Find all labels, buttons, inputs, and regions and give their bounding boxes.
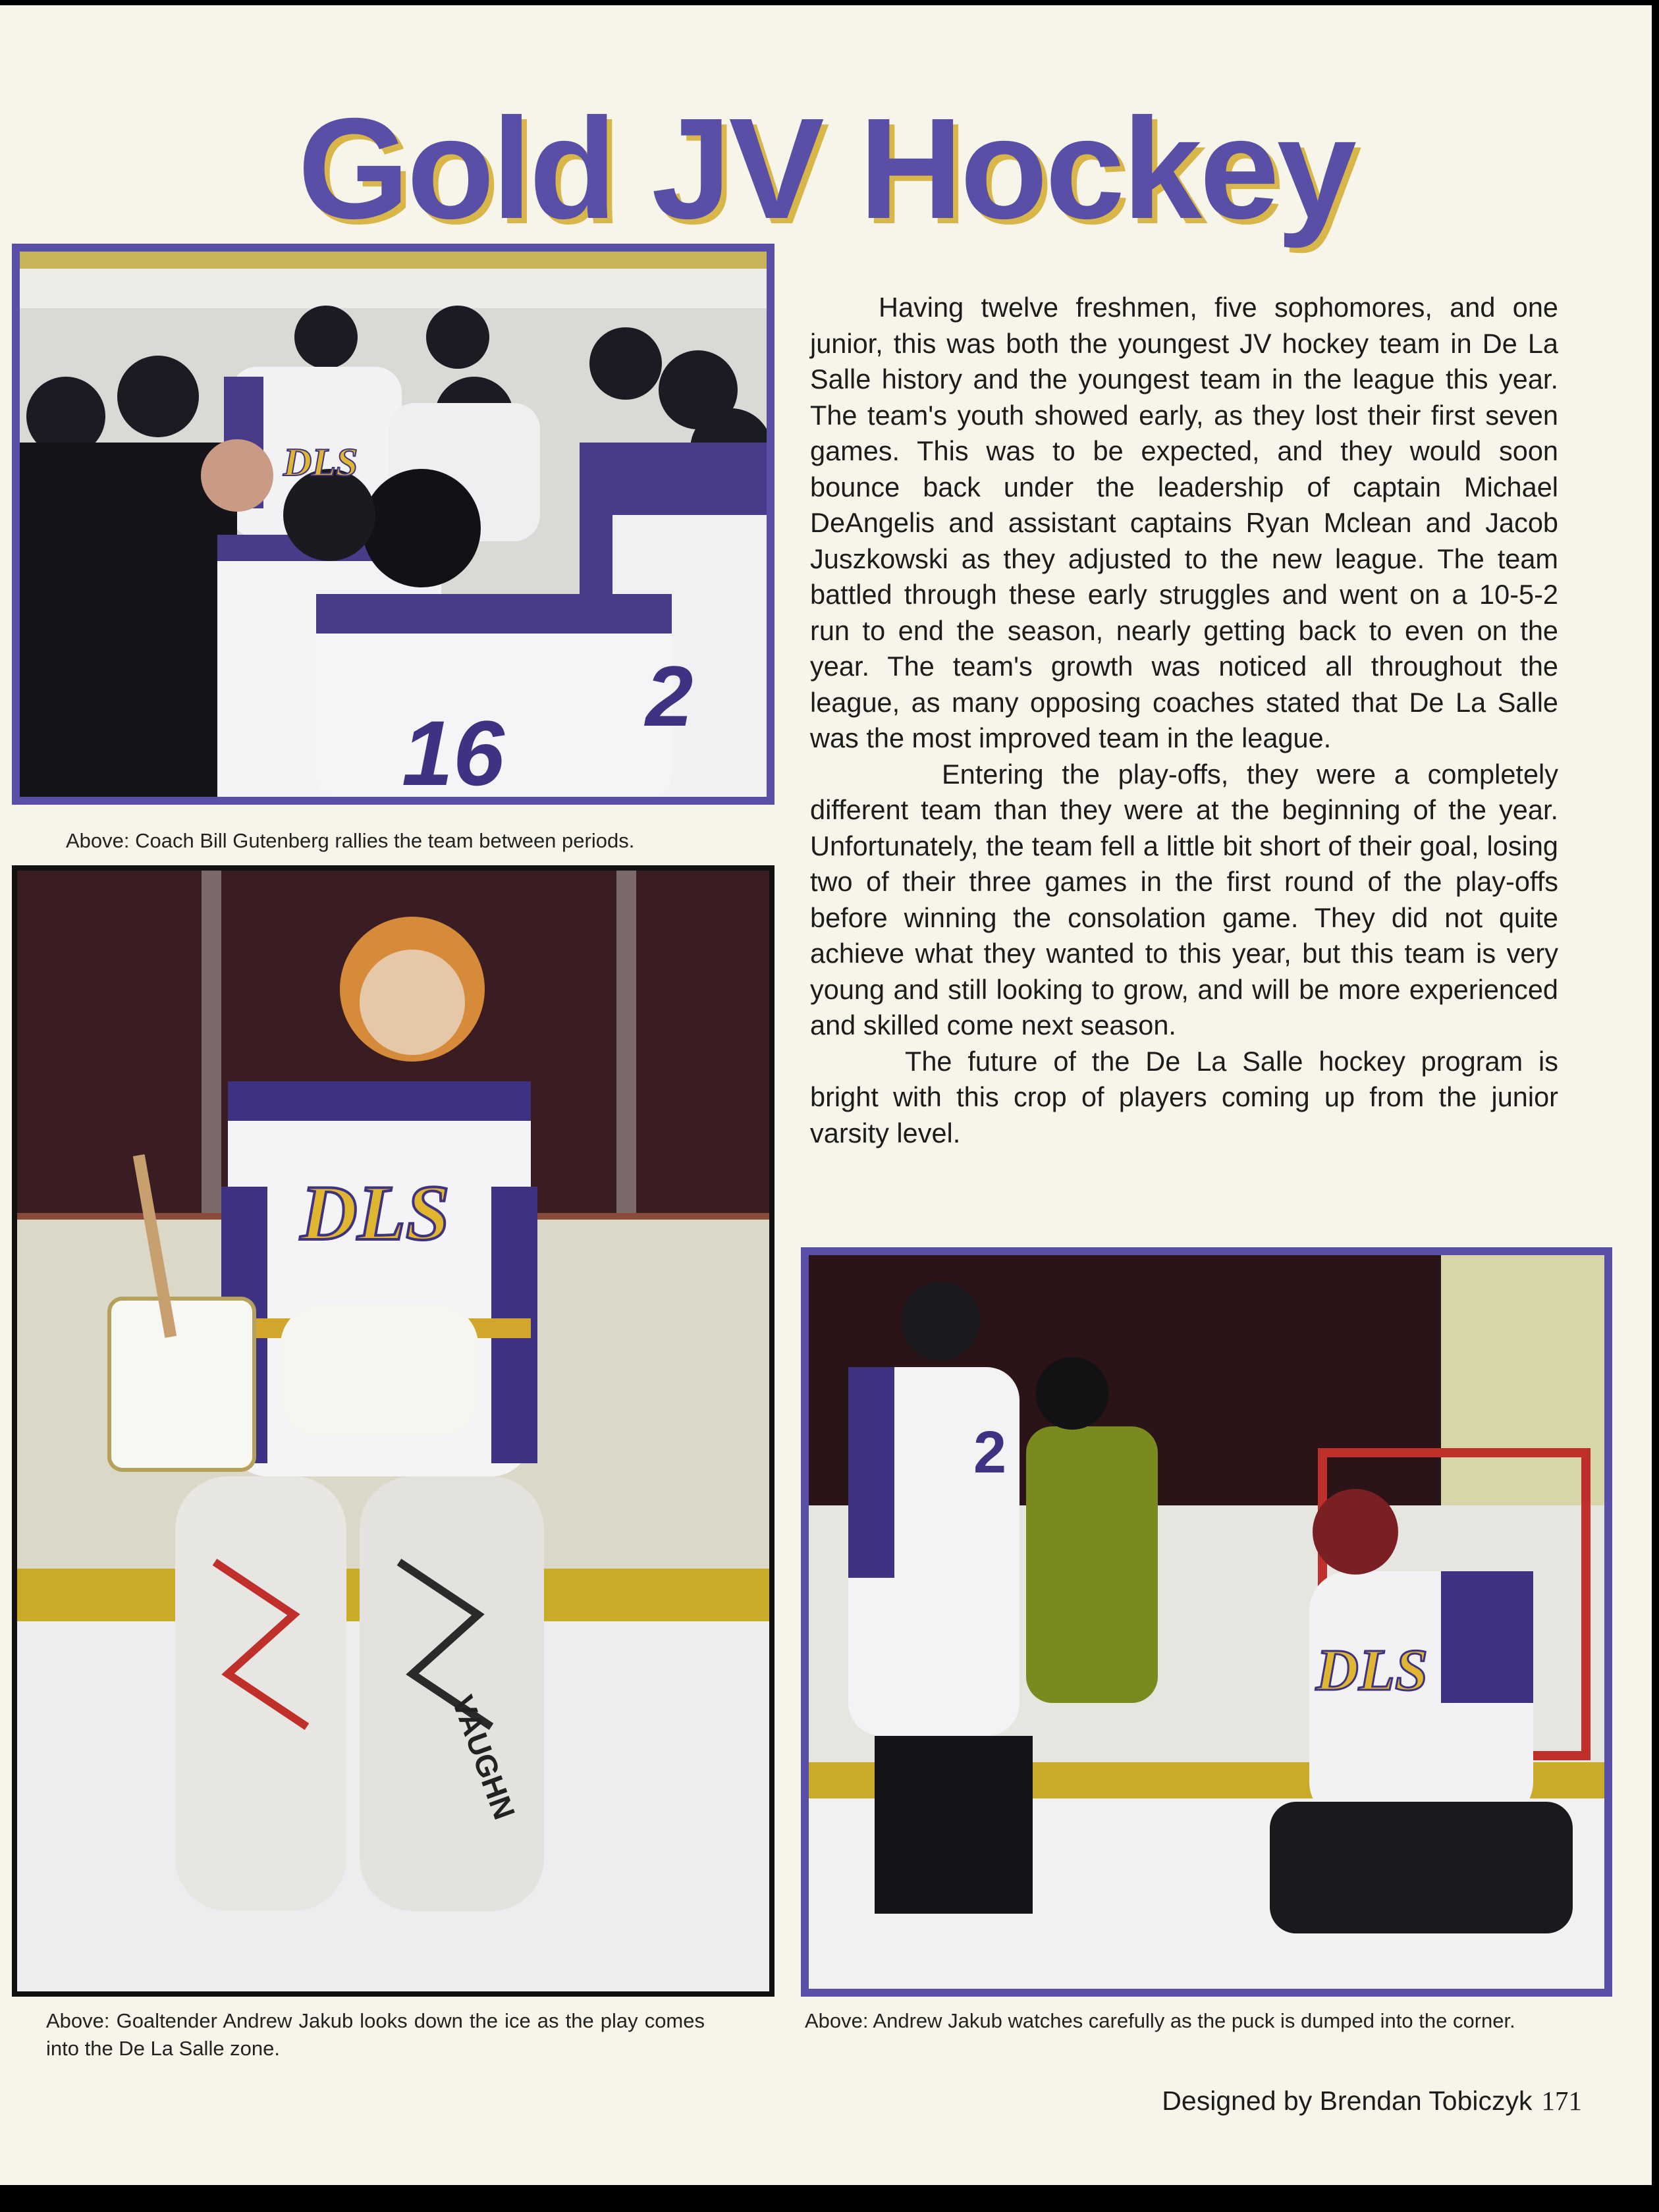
page-number: 171 xyxy=(1541,2086,1582,2116)
skater-jersey-number: 2 xyxy=(973,1420,1007,1486)
jersey-number-2: 2 xyxy=(645,648,694,744)
goalie-jersey-logo: DLS xyxy=(300,1169,450,1256)
team-huddle-photo xyxy=(12,244,775,805)
page-footer xyxy=(1162,2085,1582,2117)
goalie-pad-brand: VAUGHN xyxy=(445,1690,522,1824)
article-paragraph-2: Entering the play-offs, they were a completely different team than they were at the beginning of the year. Unfortunately, the team fell a little bit short of their goal, losing two of their three games in the first round of the play-offs before winning the consolation game. They did not quite achieve what they wanted to this year, but this team is very young and still looking to grow, and will be more experienced and skilled come next season. xyxy=(810,758,1558,1040)
article-body xyxy=(810,290,1558,1151)
article-paragraph-3: The future of the De La Salle hockey program is bright with this crop of players coming up from the junior varsity level. xyxy=(810,1045,1558,1148)
yearbook-page xyxy=(0,5,1652,2185)
goalie-caption: Above: Goaltender Andrew Jakub looks down the ice as the play comes into the De La Salle zone. xyxy=(46,2009,705,2060)
designer-credit: Designed by Brendan Tobiczyk xyxy=(1162,2086,1533,2116)
jersey-number-16: 16 xyxy=(402,701,504,797)
corner-play-photo xyxy=(801,1247,1612,1997)
corner-caption: Above: Andrew Jakub watches carefully as the puck is dumped into the corner. xyxy=(805,2009,1515,2032)
goalie-photo xyxy=(12,865,775,1997)
huddle-caption: Above: Coach Bill Gutenberg rallies the team between periods. xyxy=(66,829,635,852)
page-title: Gold JV Hockey xyxy=(298,89,1354,249)
corner-jersey-logo: DLS xyxy=(1316,1638,1428,1703)
jersey-logo: DLS xyxy=(283,441,358,484)
article-paragraph-1: Having twelve freshmen, five sophomores, and one junior, this was both the youngest JV hockey team in De La Salle history and the youngest team in the league this year. The team's youth showed early, as they lost their first seven games. This was to be expected, and they would soon bounce back under the leadership of captain Michael DeAngelis and assistant captains Ryan Mclean and Jacob Juszkowski as they adjusted to the new league. The team battled through these early struggles and went on a 10-5-2 run to end the season, nearly getting back to even on the year. The team's growth was noticed all throughout the league, as many opposing coaches stated that De La Salle was the most improved team in the league. xyxy=(810,292,1558,753)
